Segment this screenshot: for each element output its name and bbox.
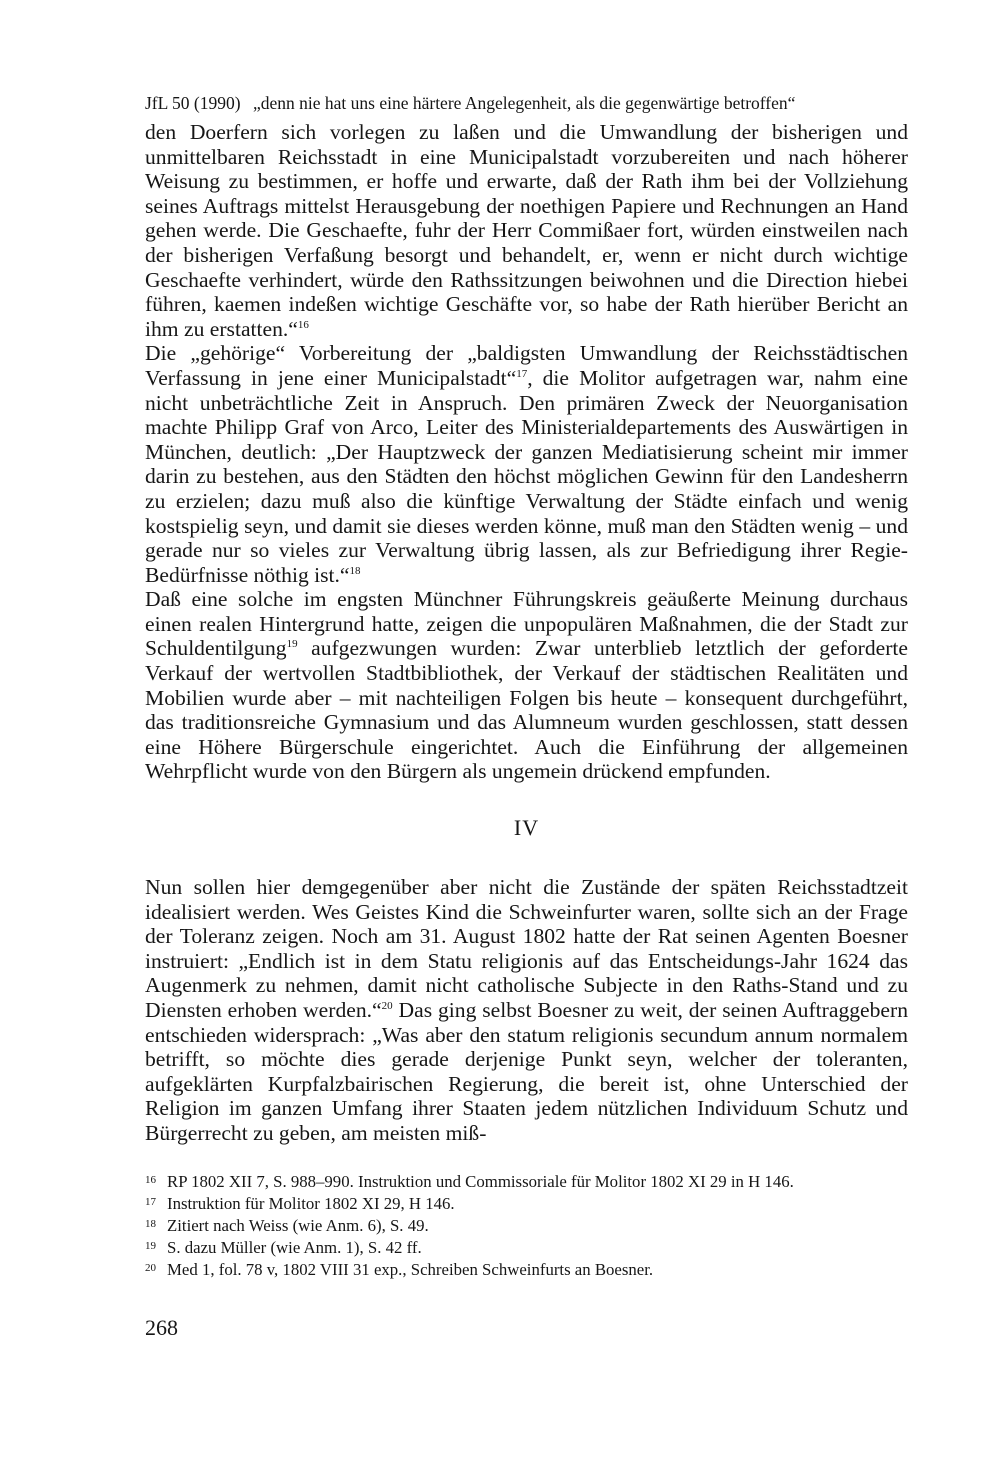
- footnote: [145, 1214, 908, 1236]
- footnote: [145, 1170, 908, 1192]
- paragraph: [145, 587, 908, 784]
- footnote-text: Zitiert nach Weiss (wie Anm. 6), S. 49.: [167, 1215, 429, 1235]
- footnote: [145, 1192, 908, 1214]
- paragraph-text: Das ging selbst Boesner zu weit, der seinen Auftraggebern entschieden widersprach: „Was aber den statum religionis secundum annum normalem betrifft, so möchte dies gerade derjenige Punkt seyn, welcher der toleranten, aufgeklärten Kurpfalzbairischen Regierung, die bereit ist, ohne Unterschied der Religion im ganzen Umfang ihrer Staaten jedem nützlichen Individuum Schutz und Bürgerrecht zu geben, am meisten miß-: [145, 998, 908, 1145]
- running-title: „denn nie hat uns eine härtere Angelegenheit, als die gegenwärtige betroffen“: [252, 93, 796, 113]
- footnote-ref: 19: [286, 638, 298, 651]
- paragraph-text: Daß eine solche im engsten Münchner Führungskreis geäußerte Meinung durchaus einen realen Hintergrund hatte, zeigen die unpopulären Maßnahmen, die der Stadt zur Schuldentilgung: [145, 587, 908, 661]
- footnotes: [145, 1170, 908, 1280]
- page: [145, 92, 908, 1340]
- paragraph-text: Nun sollen hier demgegenüber aber nicht die Zustände der späten Reichsstadtzeit idealisiert werden. Wes Geistes Kind die Schweinfurter waren, sollte sich an der Frage der Toleranz zeigen. Noch am 31. August 1802 hatte der Rat seinen Agenten Boesner instruiert: „Endlich ist in dem Statu religionis auf das Entscheidungs-Jahr 1624 das Augenmerk zu nehmen, damit nicht catholische Subjecte in den Raths-Stand und zu Diensten erhoben werden.“: [145, 875, 908, 1022]
- footnote-ref: 20: [381, 1000, 393, 1012]
- paragraph-text: aufgezwungen wurden: Zwar unterblieb letztlich der geforderte Verkauf der wertvollen Stadtbibliothek, der Verkauf der städtischen Realitäten und Mobilien wurde aber – mit nachteiligen Folgen bis heute – konsequent durchgeführt, das traditionsreiche Gymnasium und das Alumneum wurden geschlossen, statt dessen eine Höhere Bürgerschule eingerichtet. Auch die Einführung der allgemeinen Wehrpflicht wurde von den Bürgern als ungemein drückend empfunden.: [145, 636, 908, 784]
- footnote-text: RP 1802 XII 7, S. 988–990. Instruktion und Commissoriale für Molitor 1802 XI 29 in H 146.: [167, 1171, 794, 1191]
- footnote-text: Med 1, fol. 78 v, 1802 VIII 31 exp., Schreiben Schweinfurts an Boesner.: [167, 1259, 654, 1279]
- footnote-ref: 18: [349, 564, 361, 577]
- footnote-ref: 16: [297, 318, 309, 331]
- footnote-number: 17: [145, 1195, 156, 1208]
- page-number: 268: [145, 1314, 178, 1340]
- paragraph: [145, 120, 908, 341]
- footnote-text: S. dazu Müller (wie Anm. 1), S. 42 ff.: [167, 1237, 422, 1257]
- paragraph-text: , die Molitor aufgetragen war, nahm eine nicht unbeträchtliche Zeit in Anspruch. Den primären Zweck der Neuorganisation machte Philipp Graf von Arco, Leiter des Ministerialdepartements des Auswärtigen in München, deutlich: „Der Hauptzweck der ganzen Mediatisierung scheint mir immer darin zu bestehen, aus den Städten den höchst möglichen Gewinn für den Landesherrn zu erzielen; dazu muß also die künftige Verwaltung der Städte einfach und wenig kostspielig seyn, und damit sie dieses werden könne, muß man den Städten wenig – und gerade nur so vieles zur Verwaltung übrig lassen, als zur Befriedigung ihrer Regie-Bedürfnisse nöthig ist.“: [145, 365, 908, 587]
- paragraph: [145, 341, 908, 587]
- running-head: [145, 92, 908, 114]
- body-text: [145, 120, 908, 1146]
- paragraph-text: Die „gehörige“ Vorbereitung der „baldigsten Umwandlung der Reichsstädtischen Verfassung in jene einer Municipalstadt“: [145, 341, 908, 390]
- footnote-text: Instruktion für Molitor 1802 XI 29, H 146.: [167, 1193, 455, 1213]
- paragraph-text: den Doerfern sich vorlegen zu laßen und die Umwandlung der bisherigen und unmittelbaren Reichsstadt in eine Municipalstadt vorzubereiten und nach höherer Weisung zu bestimmen, er hoffe und erwarte, daß der Rath ihm bei der Vollziehung seines Auftrags mittelst Herausgebung der noethigen Papiere und Rechnungen an Hand gehen werde. Die Geschaefte, fuhr der Herr Commißaer fort, würden einstweilen nach der bisherigen Verfaßung besorgt und behandelt, er, wenn er nicht durch wichtige Geschaefte verhindert, würde den Rathssitzungen beiwohnen und die Direction hiebei führen, kaemen indeßen wichtige Geschäfte vor, so habe der Rath hierüber Bericht an ihm zu erstatten.“: [145, 120, 908, 341]
- footnote: [145, 1258, 908, 1280]
- footnote: [145, 1236, 908, 1258]
- paragraph: [145, 875, 908, 1146]
- footnote-number: 18: [145, 1217, 156, 1230]
- section-heading: IV: [513, 815, 540, 841]
- footnote-ref: 17: [516, 367, 528, 380]
- footnote-number: 16: [145, 1173, 156, 1186]
- footnote-number: 19: [145, 1239, 156, 1252]
- footnote-number: 20: [145, 1261, 156, 1274]
- journal-reference: JfL 50 (1990): [145, 93, 241, 113]
